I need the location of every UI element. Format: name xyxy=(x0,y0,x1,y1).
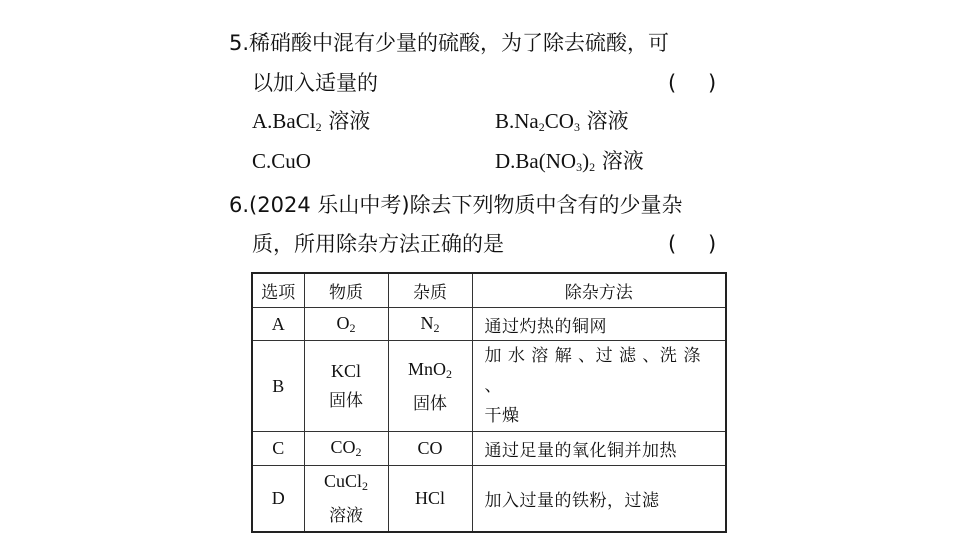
table-row xyxy=(252,308,726,341)
table-row xyxy=(252,466,726,533)
q5-paren-open: ( xyxy=(668,71,677,95)
q5-stem-line1 xyxy=(229,33,669,54)
row-d-method: 加入过量的铁粉，过滤 xyxy=(472,466,726,533)
row-b-impurity: MnO$_2$ 固体 xyxy=(388,341,472,432)
purification-table xyxy=(251,272,727,533)
table-header-row xyxy=(252,273,726,308)
q6-answer-blank[interactable] xyxy=(668,232,717,256)
q6-text-line2: 质，所用除杂方法正确的是 xyxy=(252,232,504,256)
q5-option-b: $B.Na_2CO_3$ 溶液 xyxy=(495,109,629,134)
q6-number: 6. xyxy=(229,193,250,217)
row-d-option: D xyxy=(252,466,304,533)
row-a-impurity: $N_2$ xyxy=(388,308,472,341)
q6-stem-line2 xyxy=(252,234,504,255)
row-c-substance: $CO_2$ xyxy=(304,432,388,466)
row-b-substance: KCl 固体 xyxy=(304,341,388,432)
row-b-option: B xyxy=(252,341,304,432)
q6-text-line1: 除去下列物质中含有的少量杂 xyxy=(409,193,683,217)
row-d-substance: CuCl$_2$ 溶液 xyxy=(304,466,388,533)
q5-option-a: A.BaCl$_2$ 溶液 xyxy=(252,109,371,134)
q6-paren-close: ) xyxy=(708,232,717,256)
row-b-method: 加 水 溶 解 、过 滤 、洗 涤 、 干燥 xyxy=(472,341,726,432)
row-a-option: A xyxy=(252,308,304,341)
row-c-method: 通过足量的氧化铜并加热 xyxy=(472,432,726,466)
row-a-method: 通过灼热的铜网 xyxy=(472,308,726,341)
q5-option-c: C.CuO xyxy=(252,149,311,173)
header-impurity: 杂质 xyxy=(388,273,472,308)
q6-stem-line1 xyxy=(229,195,683,216)
row-d-impurity: HCl xyxy=(388,466,472,533)
q5-text-line1: 稀硝酸中混有少量的硫酸，为了除去硫酸，可 xyxy=(249,31,670,55)
header-method: 除杂方法 xyxy=(472,273,726,308)
q5-option-d: $D.Ba(NO_3)_2$ 溶液 xyxy=(495,149,644,174)
q5-text-line2: 以加入适量的 xyxy=(252,71,378,95)
q5-paren-close: ) xyxy=(708,71,717,95)
header-substance: 物质 xyxy=(304,273,388,308)
row-a-substance: $O_2$ xyxy=(304,308,388,341)
header-option: 选项 xyxy=(252,273,304,308)
q5-number: 5. xyxy=(229,31,250,55)
row-c-option: C xyxy=(252,432,304,466)
q5-stem-line2 xyxy=(252,73,378,94)
table-row xyxy=(252,341,726,432)
row-c-impurity: CO xyxy=(388,432,472,466)
q6-source: (2024 乐山中考) xyxy=(249,193,410,217)
q6-paren-open: ( xyxy=(668,232,677,256)
table-row xyxy=(252,432,726,466)
q5-answer-blank[interactable] xyxy=(668,71,717,95)
